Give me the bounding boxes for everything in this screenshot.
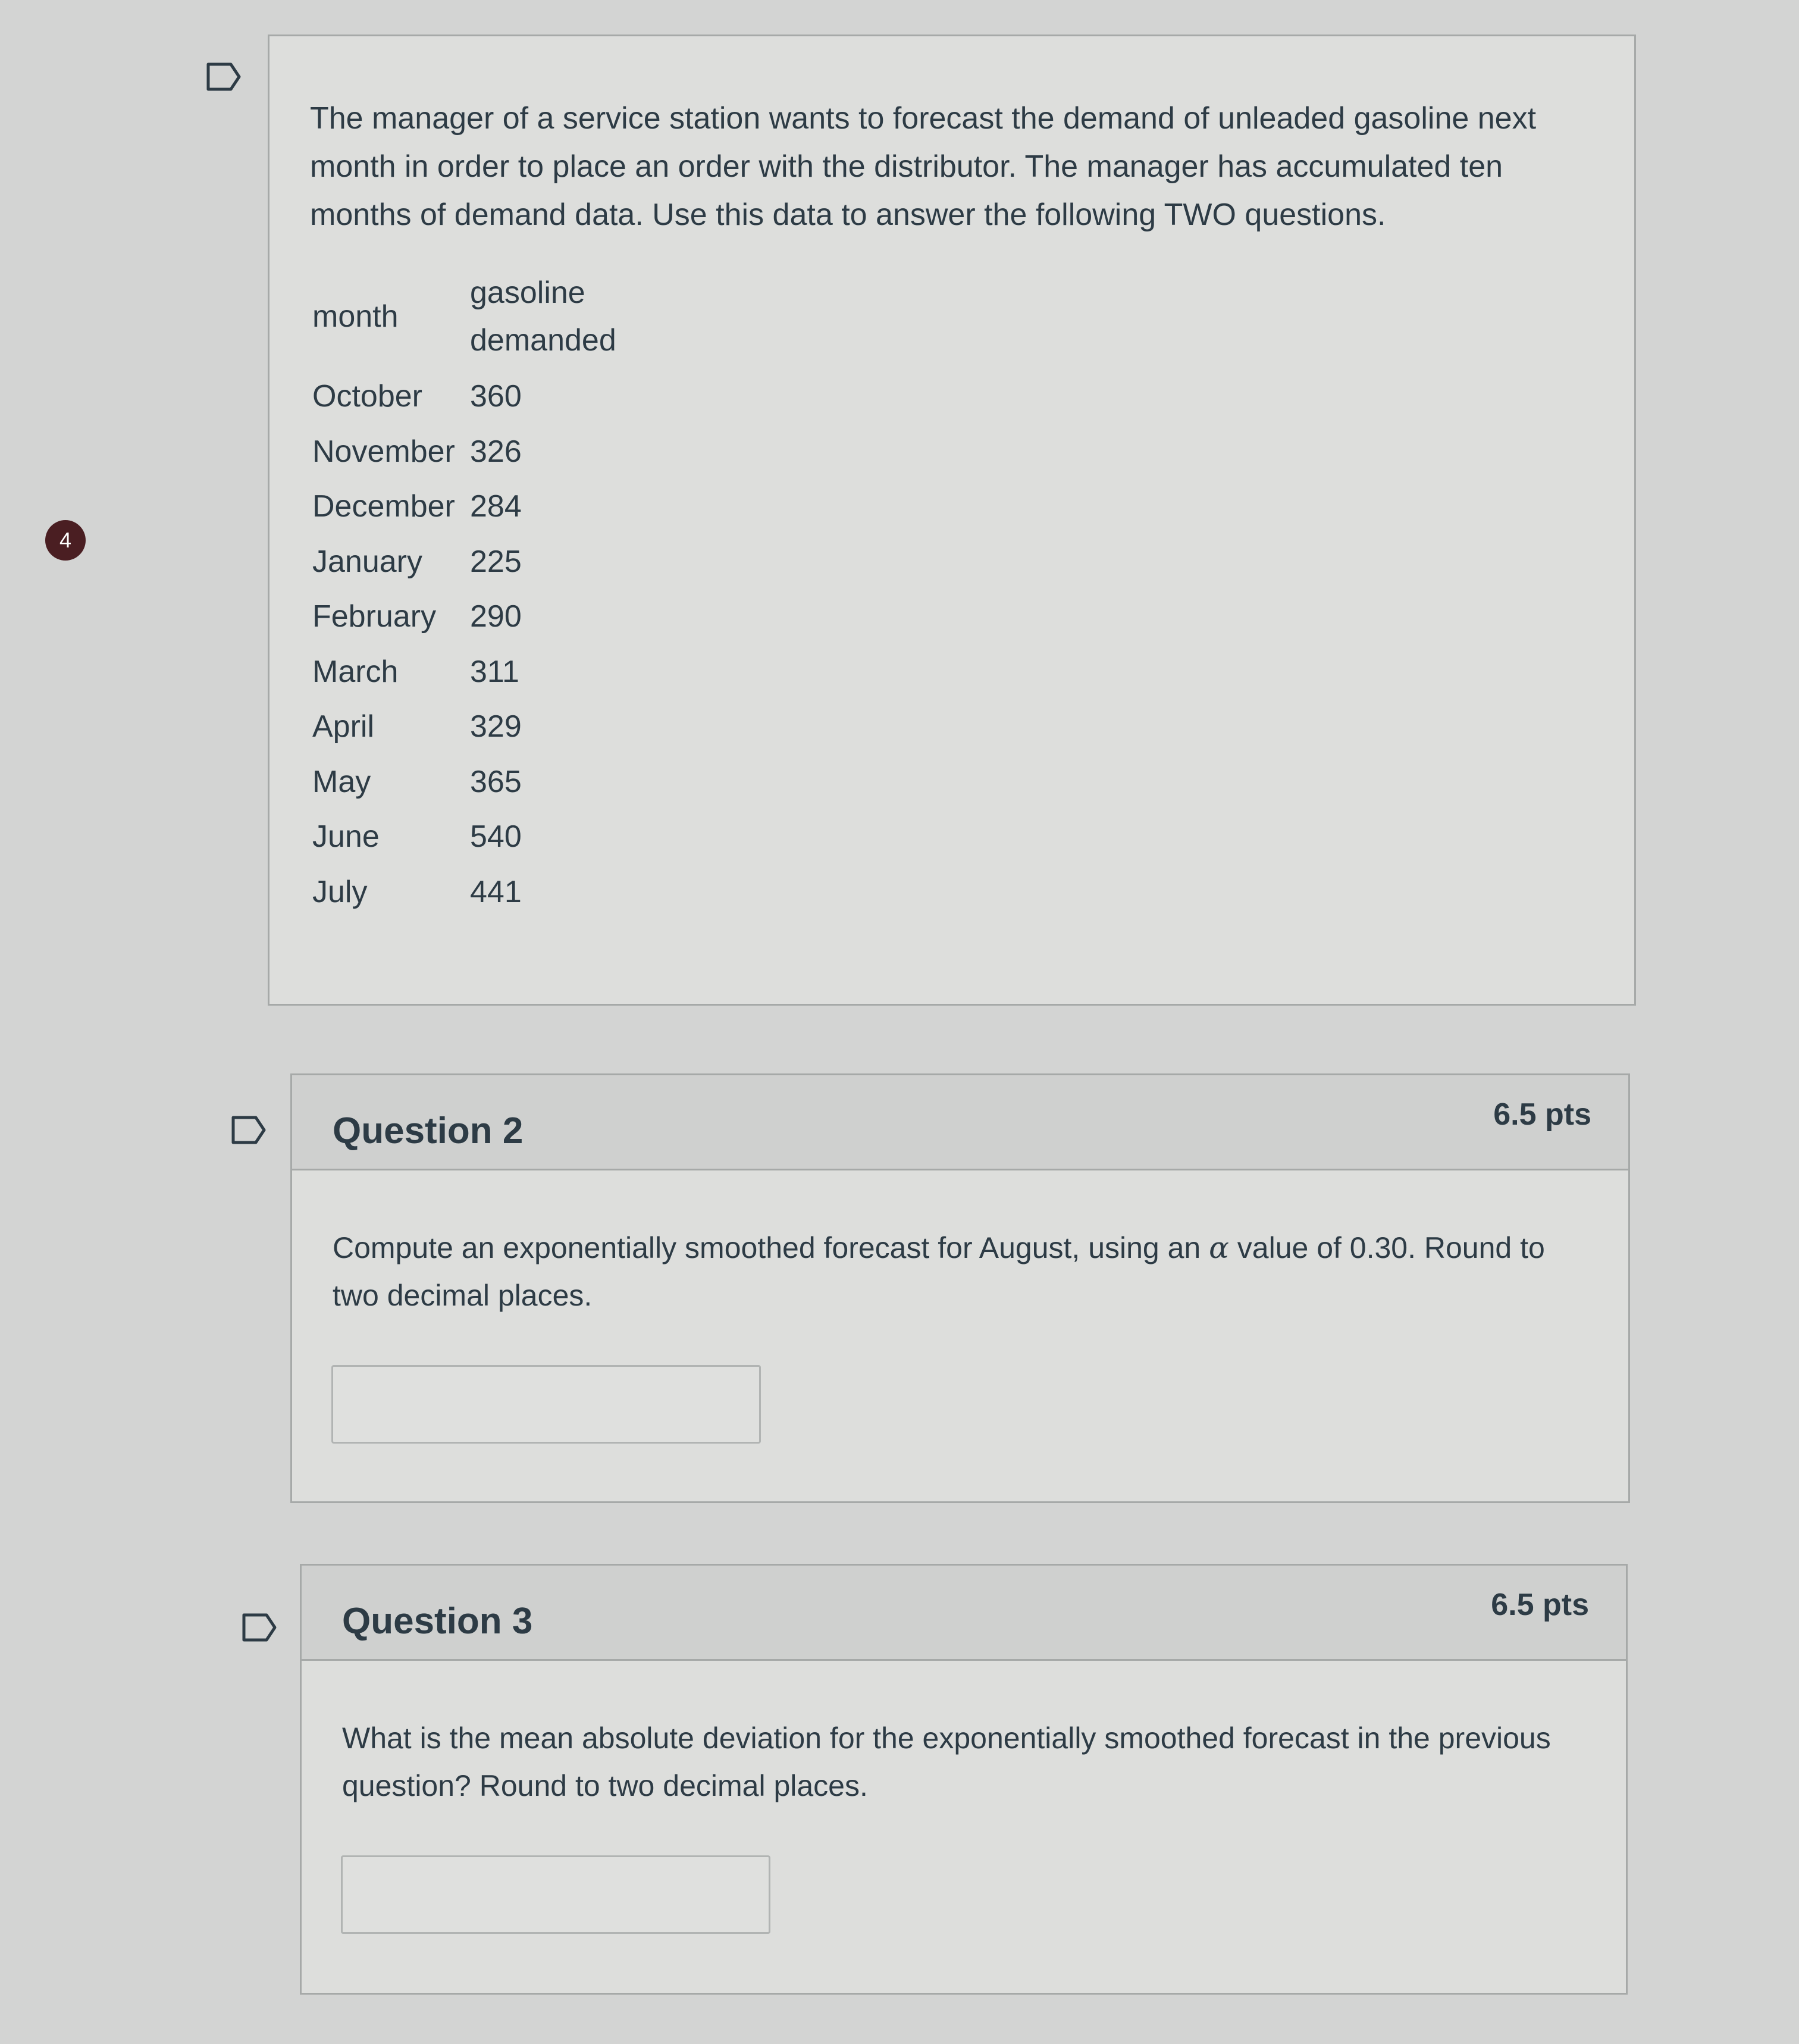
demand-table <box>312 264 625 919</box>
table-row <box>312 644 625 700</box>
table-row <box>312 865 625 920</box>
table-row <box>312 369 625 424</box>
demand-header: gasoline demanded <box>470 276 616 358</box>
flag-icon[interactable] <box>231 1115 267 1145</box>
demand-cell: 326 <box>470 434 522 469</box>
question-title: Question 3 <box>342 1601 533 1642</box>
month-header: month <box>312 299 399 334</box>
demand-cell: 329 <box>470 709 522 744</box>
demand-cell: 225 <box>470 544 522 579</box>
table-header-row <box>312 264 625 369</box>
table-row <box>312 479 625 534</box>
intro-panel <box>268 35 1636 1006</box>
table-row <box>312 699 625 755</box>
intro-text <box>310 95 1559 239</box>
table-row <box>312 589 625 644</box>
demand-cell: 540 <box>470 819 522 854</box>
alpha-symbol: α <box>1209 1231 1229 1265</box>
demand-cell: 284 <box>470 489 522 524</box>
month-cell: December <box>312 489 455 524</box>
question-text: Compute an exponentially smoothed forecast for August, using an α value of 0.30. Round to two decimal places. <box>333 1231 1545 1312</box>
question-2-panel <box>290 1073 1630 1503</box>
question-text: What is the mean absolute deviation for the exponentially smoothed forecast in the previous question? Round to two decimal places. <box>342 1721 1551 1802</box>
answer-input[interactable] <box>341 1855 770 1934</box>
table-row <box>312 534 625 590</box>
table-row <box>312 424 625 480</box>
month-cell: April <box>312 709 375 744</box>
answer-input[interactable] <box>331 1365 761 1444</box>
demand-cell: 311 <box>470 654 519 689</box>
demand-cell: 290 <box>470 599 522 634</box>
demand-cell: 365 <box>470 764 522 799</box>
month-cell: July <box>312 874 368 909</box>
question-points: 6.5 pts <box>1493 1097 1591 1132</box>
month-cell: May <box>312 764 371 799</box>
month-cell: June <box>312 819 380 854</box>
flag-icon[interactable] <box>206 62 242 92</box>
table-row <box>312 755 625 810</box>
flag-icon[interactable] <box>242 1613 277 1642</box>
question-header <box>292 1075 1628 1170</box>
demand-cell: 360 <box>470 379 522 414</box>
question-title: Question 2 <box>333 1110 524 1151</box>
question-3-panel <box>300 1564 1628 1995</box>
question-header <box>302 1566 1626 1661</box>
intro-paragraph: The manager of a service station wants to forecast the demand of unleaded gasoline next month in order to place an order with the distributor. The manager has accumulated ten months of demand data. Use this data to answer the following TWO questions. <box>310 101 1537 232</box>
month-cell: November <box>312 434 455 469</box>
demand-cell: 441 <box>470 874 522 909</box>
question-number-badge[interactable]: 4 <box>45 520 86 561</box>
month-cell: February <box>312 599 437 634</box>
month-cell: March <box>312 654 399 689</box>
question-points: 6.5 pts <box>1491 1588 1589 1622</box>
month-cell: October <box>312 379 422 414</box>
table-row <box>312 809 625 865</box>
month-cell: January <box>312 544 422 579</box>
